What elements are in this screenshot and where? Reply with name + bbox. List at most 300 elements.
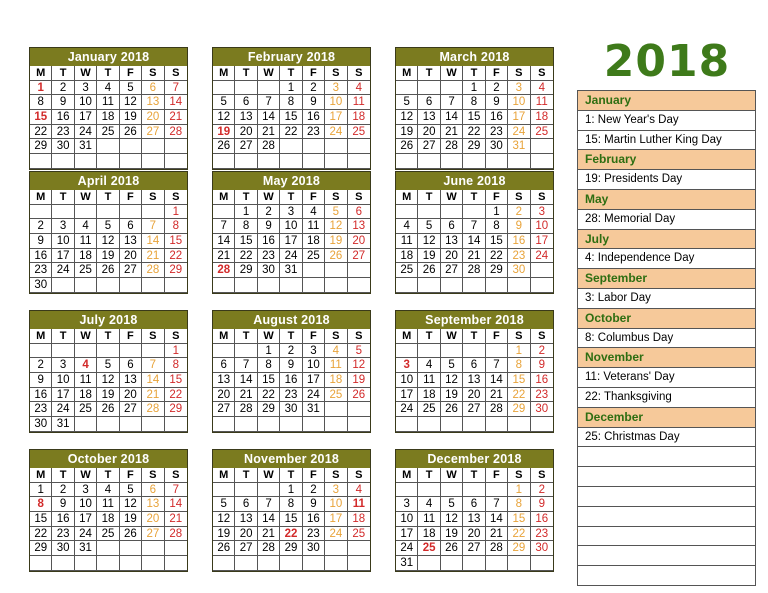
weekday-header: F: [303, 329, 325, 344]
day-cell: 26: [325, 249, 347, 264]
weekday-header: M: [213, 66, 235, 81]
day-cell: 27: [120, 263, 142, 278]
day-cell: 10: [508, 95, 530, 110]
month-calendar: [212, 47, 371, 170]
day-cell: 4: [396, 219, 418, 234]
day-cell: 13: [418, 110, 440, 125]
day-cell: 7: [258, 95, 280, 110]
weekday-header: T: [97, 468, 119, 483]
day-cell: 6: [463, 358, 485, 373]
day-cell: 19: [441, 527, 463, 542]
empty-day-cell: [303, 263, 325, 278]
day-cell: 8: [508, 358, 530, 373]
day-cell: 5: [97, 358, 119, 373]
day-cell: 27: [463, 402, 485, 417]
empty-day-cell: [142, 417, 164, 432]
day-cell: 25: [348, 125, 370, 140]
day-cell: 17: [280, 234, 302, 249]
day-cell: 4: [418, 358, 440, 373]
empty-day-cell: [348, 139, 370, 154]
day-cell: 22: [463, 125, 485, 140]
day-cell: 3: [531, 205, 553, 220]
day-cell: 18: [97, 110, 119, 125]
month-calendar: [395, 449, 554, 572]
empty-day-cell: [531, 154, 553, 169]
weekday-header: S: [325, 190, 347, 205]
empty-day-cell: [418, 417, 440, 432]
holiday-item: 4: Independence Day: [578, 249, 755, 269]
day-cell: 24: [325, 125, 347, 140]
day-cell: 3: [303, 344, 325, 359]
empty-day-cell: [463, 154, 485, 169]
day-cell: 20: [213, 388, 235, 403]
weekday-header: F: [120, 329, 142, 344]
empty-day-cell: [213, 483, 235, 498]
empty-day-cell: [75, 417, 97, 432]
day-cell: 14: [258, 512, 280, 527]
day-cell: 4: [97, 81, 119, 96]
day-cell: 6: [120, 219, 142, 234]
empty-day-cell: [97, 556, 119, 571]
weekday-header: T: [280, 66, 302, 81]
empty-day-cell: [142, 541, 164, 556]
day-cell: 24: [531, 249, 553, 264]
day-cell: 15: [508, 373, 530, 388]
year-title: 2018: [603, 36, 731, 87]
day-cell: 21: [441, 125, 463, 140]
day-cell: 22: [30, 125, 52, 140]
empty-day-cell: [325, 278, 347, 293]
day-cell: 14: [486, 373, 508, 388]
day-cell: 19: [325, 234, 347, 249]
holiday-month-header: October: [578, 309, 755, 329]
weekday-header: S: [348, 329, 370, 344]
day-cell: 30: [30, 278, 52, 293]
empty-day-cell: [303, 417, 325, 432]
day-cell: 3: [52, 358, 74, 373]
day-cell: 19: [348, 373, 370, 388]
day-cell: 5: [441, 497, 463, 512]
day-cell: 27: [235, 139, 257, 154]
empty-day-cell: [165, 556, 187, 571]
empty-day-cell: [418, 81, 440, 96]
empty-day-cell: [142, 278, 164, 293]
day-cell: 13: [463, 512, 485, 527]
day-cell: 12: [396, 110, 418, 125]
day-cell: 23: [508, 249, 530, 264]
empty-day-cell: [75, 154, 97, 169]
month-grid: [396, 329, 553, 432]
empty-day-cell: [97, 154, 119, 169]
day-cell: 24: [52, 402, 74, 417]
weekday-header: T: [280, 329, 302, 344]
empty-day-cell: [303, 139, 325, 154]
day-cell: 30: [486, 139, 508, 154]
weekday-header: S: [348, 468, 370, 483]
empty-day-cell: [258, 278, 280, 293]
day-cell: 26: [97, 402, 119, 417]
weekday-header: W: [258, 190, 280, 205]
empty-day-cell: [348, 278, 370, 293]
empty-day-cell: [418, 483, 440, 498]
day-cell: 24: [396, 541, 418, 556]
day-cell: 1: [508, 344, 530, 359]
day-cell: 2: [303, 81, 325, 96]
day-cell: 28: [463, 263, 485, 278]
empty-day-cell: [531, 556, 553, 571]
weekday-header: T: [418, 329, 440, 344]
month-title: June 2018: [396, 172, 553, 190]
month-grid: [30, 190, 187, 293]
empty-day-cell: [325, 154, 347, 169]
day-cell: 13: [142, 95, 164, 110]
weekday-header: W: [75, 468, 97, 483]
day-cell: 22: [258, 388, 280, 403]
month-grid: [30, 329, 187, 432]
empty-day-cell: [213, 417, 235, 432]
day-cell: 16: [303, 110, 325, 125]
day-cell: 28: [441, 139, 463, 154]
day-cell: 10: [75, 95, 97, 110]
empty-day-cell: [441, 278, 463, 293]
day-cell: 6: [348, 205, 370, 220]
day-cell: 23: [30, 263, 52, 278]
month-title: August 2018: [213, 311, 370, 329]
day-cell: 29: [463, 139, 485, 154]
day-cell: 8: [30, 497, 52, 512]
weekday-header: T: [52, 66, 74, 81]
weekday-header: T: [418, 190, 440, 205]
day-cell: 21: [165, 512, 187, 527]
weekday-header: S: [508, 190, 530, 205]
weekday-header: T: [97, 66, 119, 81]
day-cell: 28: [165, 125, 187, 140]
weekday-header: S: [531, 66, 553, 81]
day-cell: 5: [348, 344, 370, 359]
empty-day-cell: [325, 263, 347, 278]
empty-day-cell: [348, 263, 370, 278]
empty-day-cell: [325, 417, 347, 432]
empty-day-cell: [142, 139, 164, 154]
holiday-item: 22: Thanksgiving: [578, 388, 755, 408]
day-cell: 13: [142, 497, 164, 512]
day-cell: 23: [303, 527, 325, 542]
day-cell: 16: [52, 512, 74, 527]
day-cell: 22: [486, 249, 508, 264]
day-cell: 3: [396, 358, 418, 373]
day-cell: 9: [508, 219, 530, 234]
empty-day-cell: [303, 278, 325, 293]
day-cell: 17: [75, 110, 97, 125]
weekday-header: S: [325, 66, 347, 81]
month-calendar: [29, 47, 188, 170]
day-cell: 29: [508, 402, 530, 417]
empty-day-cell: [280, 154, 302, 169]
day-cell: 26: [348, 388, 370, 403]
weekday-header: T: [235, 329, 257, 344]
day-cell: 25: [348, 527, 370, 542]
weekday-header: S: [348, 66, 370, 81]
day-cell: 10: [52, 234, 74, 249]
weekday-header: F: [120, 190, 142, 205]
day-cell: 7: [463, 219, 485, 234]
day-cell: 8: [165, 219, 187, 234]
day-cell: 12: [418, 234, 440, 249]
weekday-header: T: [463, 329, 485, 344]
day-cell: 12: [213, 110, 235, 125]
weekday-header: S: [531, 468, 553, 483]
day-cell: 13: [463, 373, 485, 388]
day-cell: 24: [75, 527, 97, 542]
day-cell: 3: [396, 497, 418, 512]
day-cell: 27: [213, 402, 235, 417]
day-cell: 27: [418, 139, 440, 154]
day-cell: 31: [75, 541, 97, 556]
day-cell: 29: [165, 263, 187, 278]
empty-day-cell: [213, 81, 235, 96]
empty-day-cell: [258, 81, 280, 96]
day-cell: 1: [463, 81, 485, 96]
empty-day-cell: [348, 541, 370, 556]
holiday-month-header: May: [578, 190, 755, 210]
weekday-header: T: [97, 329, 119, 344]
day-cell: 19: [213, 527, 235, 542]
day-cell: 22: [508, 527, 530, 542]
weekday-header: W: [258, 66, 280, 81]
day-cell: 18: [325, 373, 347, 388]
day-cell: 22: [165, 249, 187, 264]
day-cell: 9: [486, 95, 508, 110]
day-cell: 20: [142, 512, 164, 527]
empty-day-cell: [531, 278, 553, 293]
weekday-header: T: [235, 468, 257, 483]
day-cell: 8: [280, 497, 302, 512]
day-cell: 9: [30, 234, 52, 249]
empty-day-cell: [142, 344, 164, 359]
empty-day-cell: [235, 81, 257, 96]
day-cell: 28: [235, 402, 257, 417]
month-calendar: [29, 310, 188, 433]
empty-day-cell: [280, 417, 302, 432]
holiday-item: 3: Labor Day: [578, 289, 755, 309]
day-cell: 11: [396, 234, 418, 249]
day-cell: 22: [165, 388, 187, 403]
day-cell: 8: [463, 95, 485, 110]
day-cell: 16: [303, 512, 325, 527]
day-cell: 6: [235, 497, 257, 512]
weekday-header: W: [258, 468, 280, 483]
empty-day-cell: [142, 154, 164, 169]
day-cell: 1: [30, 81, 52, 96]
day-cell: 15: [463, 110, 485, 125]
day-cell: 6: [142, 81, 164, 96]
month-title: April 2018: [30, 172, 187, 190]
day-cell: 16: [486, 110, 508, 125]
empty-day-cell: [396, 483, 418, 498]
day-cell: 10: [280, 219, 302, 234]
day-cell: 12: [348, 358, 370, 373]
day-cell: 21: [142, 249, 164, 264]
empty-day-cell: [97, 205, 119, 220]
day-cell: 26: [441, 402, 463, 417]
day-cell: 22: [235, 249, 257, 264]
day-cell: 11: [348, 497, 370, 512]
day-cell: 14: [142, 373, 164, 388]
empty-day-cell: [52, 278, 74, 293]
weekday-header: S: [508, 329, 530, 344]
day-cell: 2: [508, 205, 530, 220]
day-cell: 3: [75, 81, 97, 96]
day-cell: 21: [258, 125, 280, 140]
empty-day-cell: [165, 139, 187, 154]
day-cell: 17: [52, 388, 74, 403]
day-cell: 1: [165, 205, 187, 220]
month-grid: [396, 66, 553, 169]
day-cell: 28: [213, 263, 235, 278]
day-cell: 9: [52, 497, 74, 512]
day-cell: 10: [52, 373, 74, 388]
empty-day-cell: [52, 205, 74, 220]
empty-day-cell: [280, 278, 302, 293]
month-grid: [30, 468, 187, 571]
empty-day-cell: [280, 556, 302, 571]
day-cell: 12: [120, 497, 142, 512]
day-cell: 8: [235, 219, 257, 234]
month-calendar: [29, 171, 188, 294]
day-cell: 28: [258, 139, 280, 154]
empty-day-cell: [325, 556, 347, 571]
empty-day-cell: [463, 278, 485, 293]
day-cell: 20: [120, 388, 142, 403]
holiday-month-header: September: [578, 269, 755, 289]
day-cell: 7: [165, 483, 187, 498]
day-cell: 26: [97, 263, 119, 278]
day-cell: 20: [463, 527, 485, 542]
empty-day-cell: [325, 139, 347, 154]
day-cell: 12: [213, 512, 235, 527]
weekday-header: S: [142, 468, 164, 483]
day-cell: 17: [508, 110, 530, 125]
day-cell: 11: [75, 234, 97, 249]
weekday-header: S: [142, 190, 164, 205]
holiday-month-header: December: [578, 408, 755, 428]
day-cell: 18: [348, 110, 370, 125]
day-cell: 31: [303, 402, 325, 417]
empty-day-cell: [418, 278, 440, 293]
day-cell: 25: [325, 388, 347, 403]
day-cell: 23: [280, 388, 302, 403]
day-cell: 10: [303, 358, 325, 373]
day-cell: 2: [30, 219, 52, 234]
day-cell: 31: [508, 139, 530, 154]
day-cell: 26: [418, 263, 440, 278]
day-cell: 17: [325, 512, 347, 527]
day-cell: 29: [508, 541, 530, 556]
day-cell: 9: [280, 358, 302, 373]
empty-day-cell: [165, 278, 187, 293]
day-cell: 7: [165, 81, 187, 96]
empty-day-cell: [120, 344, 142, 359]
month-grid: [213, 329, 370, 432]
holiday-item: 28: Memorial Day: [578, 210, 755, 230]
empty-day-cell: [75, 205, 97, 220]
empty-day-cell: [52, 154, 74, 169]
day-cell: 4: [325, 344, 347, 359]
day-cell: 22: [280, 527, 302, 542]
day-cell: 13: [348, 219, 370, 234]
day-cell: 1: [258, 344, 280, 359]
month-title: February 2018: [213, 48, 370, 66]
holiday-blank-row: [578, 467, 755, 487]
day-cell: 2: [531, 483, 553, 498]
day-cell: 3: [75, 483, 97, 498]
day-cell: 4: [418, 497, 440, 512]
day-cell: 30: [52, 541, 74, 556]
weekday-header: S: [508, 468, 530, 483]
weekday-header: W: [441, 66, 463, 81]
day-cell: 25: [75, 263, 97, 278]
day-cell: 2: [486, 81, 508, 96]
weekday-header: F: [486, 190, 508, 205]
empty-day-cell: [441, 417, 463, 432]
day-cell: 15: [165, 373, 187, 388]
weekday-header: M: [213, 190, 235, 205]
weekday-header: M: [30, 190, 52, 205]
empty-day-cell: [441, 81, 463, 96]
day-cell: 12: [97, 373, 119, 388]
day-cell: 27: [142, 527, 164, 542]
weekday-header: T: [280, 190, 302, 205]
empty-day-cell: [463, 556, 485, 571]
day-cell: 10: [75, 497, 97, 512]
day-cell: 18: [75, 249, 97, 264]
empty-day-cell: [441, 483, 463, 498]
day-cell: 28: [165, 527, 187, 542]
day-cell: 26: [441, 541, 463, 556]
empty-day-cell: [52, 344, 74, 359]
day-cell: 29: [280, 541, 302, 556]
day-cell: 10: [325, 95, 347, 110]
weekday-header: T: [463, 468, 485, 483]
day-cell: 1: [280, 483, 302, 498]
holiday-month-header: November: [578, 348, 755, 368]
empty-day-cell: [165, 541, 187, 556]
month-grid: [213, 190, 370, 293]
empty-day-cell: [235, 556, 257, 571]
holiday-blank-row: [578, 447, 755, 467]
month-title: November 2018: [213, 450, 370, 468]
day-cell: 19: [213, 125, 235, 140]
empty-day-cell: [486, 556, 508, 571]
weekday-header: S: [165, 329, 187, 344]
day-cell: 8: [30, 95, 52, 110]
day-cell: 2: [52, 483, 74, 498]
day-cell: 9: [531, 358, 553, 373]
empty-day-cell: [75, 344, 97, 359]
day-cell: 20: [418, 125, 440, 140]
day-cell: 30: [280, 402, 302, 417]
day-cell: 1: [508, 483, 530, 498]
month-calendar: [395, 171, 554, 294]
empty-day-cell: [463, 483, 485, 498]
day-cell: 24: [508, 125, 530, 140]
day-cell: 30: [258, 263, 280, 278]
empty-day-cell: [486, 483, 508, 498]
day-cell: 2: [30, 358, 52, 373]
day-cell: 18: [303, 234, 325, 249]
day-cell: 5: [396, 95, 418, 110]
empty-day-cell: [396, 205, 418, 220]
